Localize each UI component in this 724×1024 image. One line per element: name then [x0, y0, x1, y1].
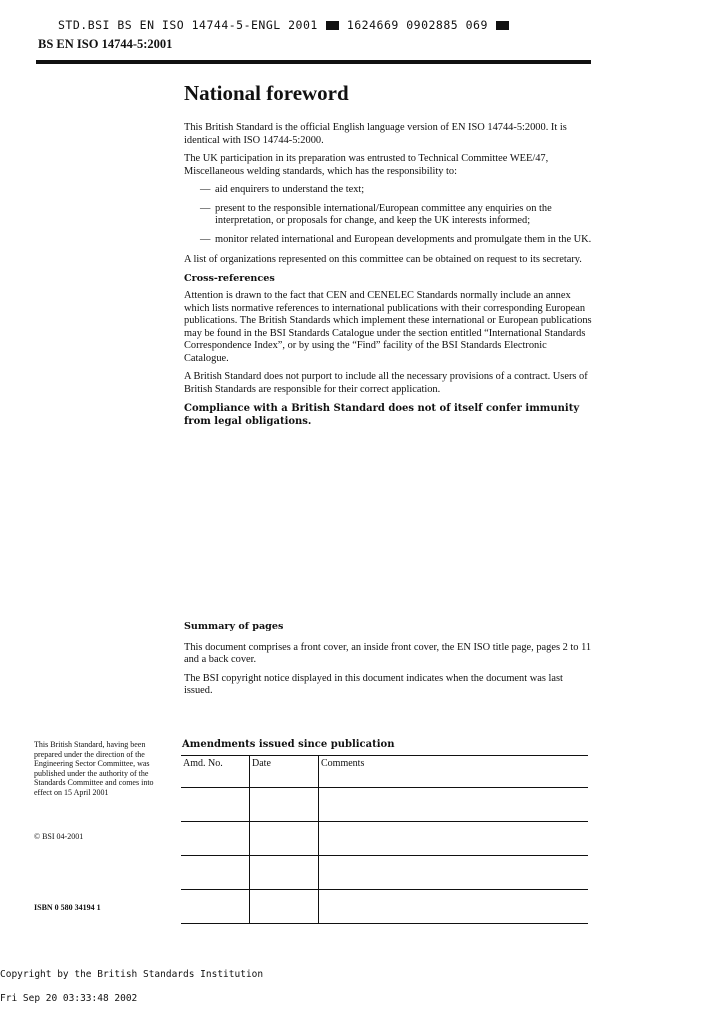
amendments-table-wrapper — [181, 755, 588, 924]
cross-references-heading: Cross-references — [184, 272, 275, 284]
foreword-paragraph: A list of organizations represented on this committee can be obtained on request to its secretary. — [184, 254, 582, 265]
stamp-text-left: STD.BSI BS EN ISO 14744-5-ENGL 2001 — [58, 18, 318, 32]
column-header-date: Date — [250, 756, 319, 788]
list-item: — monitor related international and European developments and promulgate them in the UK. — [200, 234, 592, 247]
foreword-paragraph: This British Standard is the official English language version of EN ISO 14744-5:2000. It is identical with ISO 14744-5:2000. — [184, 122, 567, 146]
summary-paragraph: The BSI copyright notice displayed in this document indicates when the document was last issued. — [184, 672, 563, 696]
sidebar-note: This British Standard, having been prepared under the direction of the Engineering Sector Committee, was published under the authority of the Standards Committee and comes into effect on 15 April 2001 — [34, 740, 154, 797]
table-row — [181, 856, 588, 890]
column-header-amd-no: Amd. No. — [181, 756, 250, 788]
table-row — [181, 822, 588, 856]
cross-references-paragraph: A British Standard does not purport to include all the necessary provisions of a contract. Users of British Standards are responsible for their correct application. — [184, 371, 588, 395]
summary-paragraph: This document comprises a front cover, an inside front cover, the EN ISO title page, pages 2 to 11 and a back cover. — [184, 641, 592, 665]
footer-date: Fri Sep 20 03:33:48 2002 — [0, 993, 138, 1004]
amendments-title: Amendments issued since publication — [182, 739, 395, 750]
foreword-paragraph: The UK participation in its preparation was entrusted to Technical Committee WEE/47, Miscellaneous welding standards, which has the responsibility to: — [184, 153, 549, 177]
stamp-block-icon — [496, 21, 509, 30]
header-rule — [36, 60, 591, 64]
summary-heading: Summary of pages — [184, 621, 284, 632]
isbn: ISBN 0 580 34194 1 — [34, 903, 101, 912]
responsibility-list — [184, 184, 592, 246]
standard-number: BS EN ISO 14744-5:2001 — [38, 37, 173, 51]
foreword-body — [184, 122, 592, 428]
footer-copyright: Copyright by the British Standards Institution — [0, 969, 264, 980]
compliance-statement: Compliance with a British Standard does not of itself confer immunity from legal obligations. — [184, 403, 580, 427]
column-header-comments: Comments — [319, 756, 589, 788]
table-header-row — [181, 756, 588, 788]
main-column — [184, 81, 592, 428]
list-item: — aid enquirers to understand the text; — [200, 184, 592, 197]
table-row — [181, 890, 588, 924]
stamp-block-icon — [326, 21, 339, 30]
sidebar-copyright: © BSI 04-2001 — [34, 832, 84, 841]
list-item: — present to the responsible international/European committee any enquiries on the interpretation, or proposals for change, and keep the UK interests informed; — [200, 203, 592, 228]
table-row — [181, 788, 588, 822]
amendments-table — [181, 755, 588, 924]
summary-section — [184, 621, 592, 704]
cross-references-paragraph: Attention is drawn to the fact that CEN and CENELEC Standards normally include an annex which lists normative references to international publications with their corresponding European publications. The British Standards which implement these international or European publications may be found in the BSI Standards Catalogue under the section entitled “International Standards Correspondence Index”, or by using the “Find” facility of the BSI Standards Electronic Catalogue. — [184, 290, 592, 364]
stamp-text-middle: 1624669 0902885 069 — [346, 18, 488, 32]
header-stamp — [58, 18, 517, 32]
page-title: National foreword — [184, 81, 349, 105]
